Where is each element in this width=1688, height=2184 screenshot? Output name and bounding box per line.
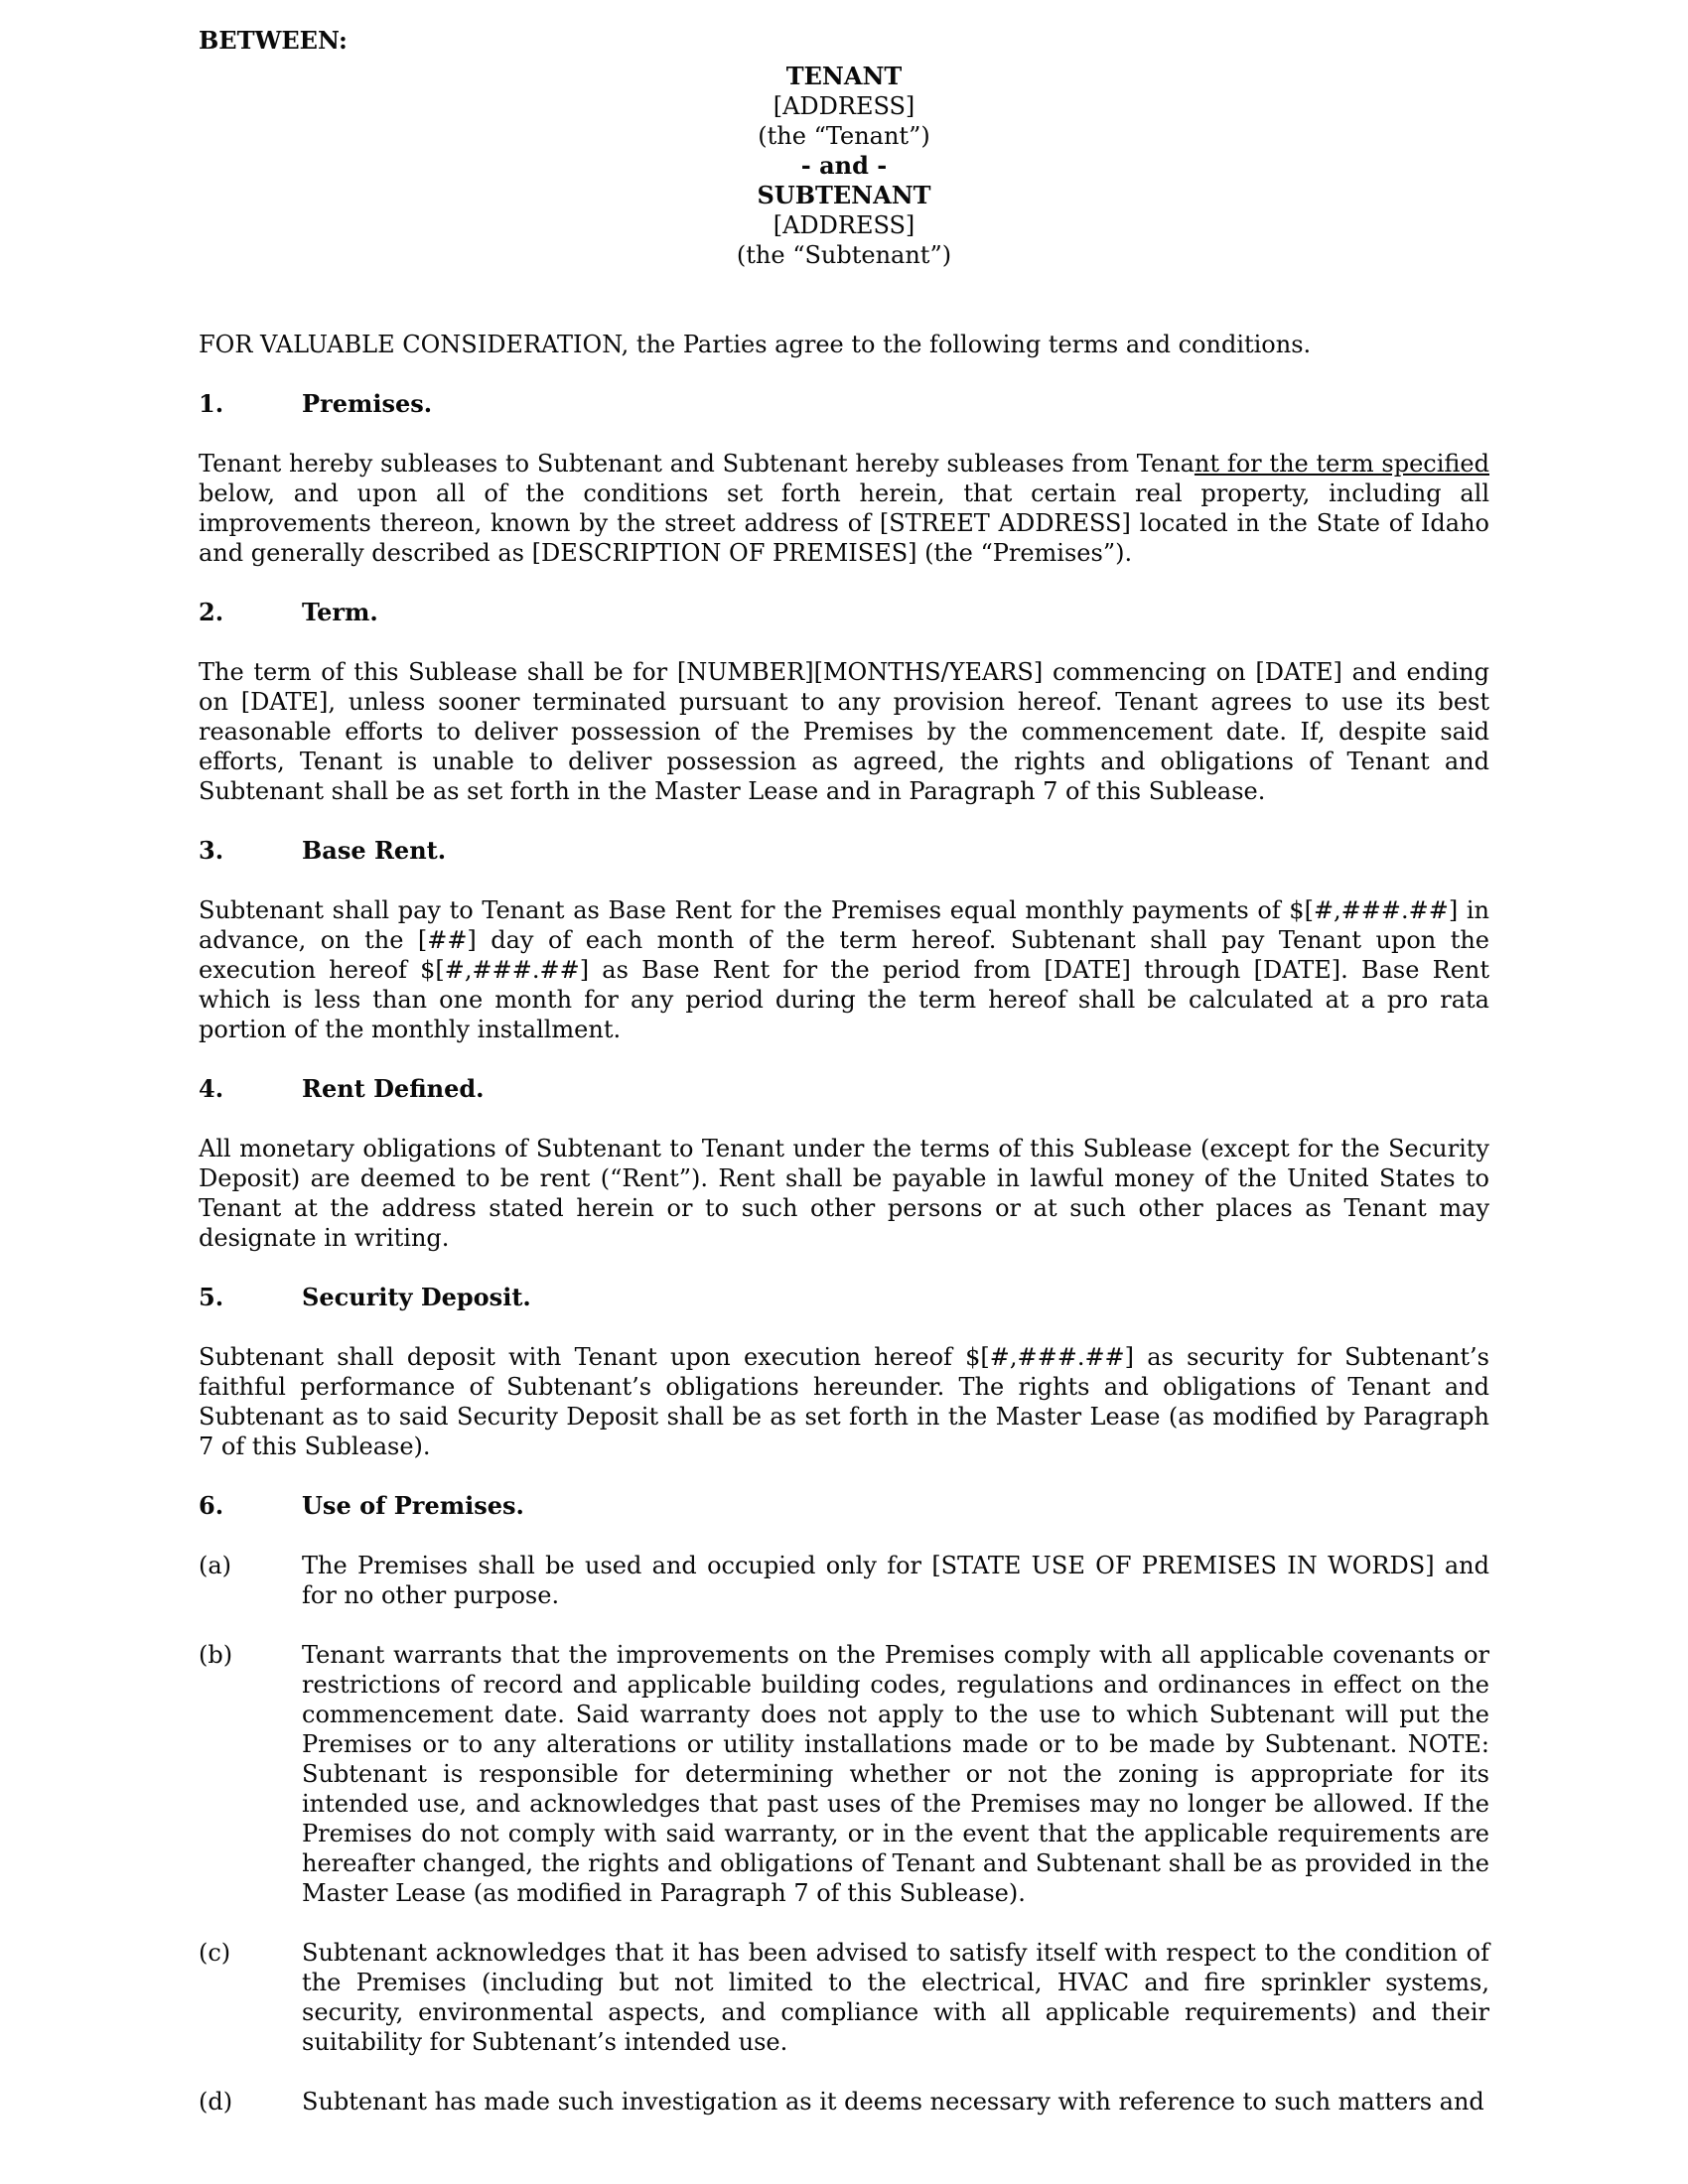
premises-text-underlined: nt for the term specified [1194,450,1489,478]
section-heading-security-deposit [199,1283,1489,1312]
between-label: BETWEEN: [199,26,348,55]
section-title: Use of Premises. [302,1491,524,1520]
subtenant-address: [ADDRESS] [773,211,915,239]
section-body-base-rent: Subtenant shall pay to Tenant as Base Rent for the Premises equal monthly payments of $[#,###.##] in advance, on the [##] day of each month of the term hereof. Subtenant shall pay Tenant upon the execution hereof $[#,###.##] as Base Rent for the period from [DATE] through [DATE]. Base Rent which is less than one month for any period during the term hereof shall be calculated at a pro rata portion of the monthly installment. [199,896,1489,1043]
and-separator: - and - [800,151,888,180]
section-number: 2. [199,598,224,626]
section-number: 4. [199,1074,224,1103]
section-body-term: The term of this Sublease shall be for [NUMBER][MONTHS/YEARS] commencing on [DATE] and ending on [DATE], unless sooner terminated pursuant to any provision hereof. Tenant agrees to use its best reasonable efforts to deliver possession of the Premises by the commencement date. If, despite said efforts, Tenant is unable to deliver possession as agreed, the rights and obligations of Tenant and Subtenant shall be as set forth in the Master Lease and in Paragraph 7 of this Sublease. [199,658,1489,805]
subtenant-name: SUBTENANT [757,181,931,209]
section-heading-rent-defined [199,1074,1489,1104]
item-text-a: The Premises shall be used and occupied only for [STATE USE OF PREMISES IN WORDS] and for no other purpose. [302,1552,1489,1609]
section-title: Term. [302,598,378,626]
use-item-b [199,1640,1489,1908]
use-item-a [199,1551,1489,1610]
section-title: Rent Defined. [302,1074,485,1103]
section-number: 1. [199,389,224,418]
item-label-d: (d) [199,2088,233,2116]
use-item-d [199,2087,1489,2116]
item-text-b: Tenant warrants that the improvements on the Premises comply with all applicable covenants or restrictions of record and applicable building codes, regulations and ordinances in effect on the commencement date. Said warranty does not apply to the use to which Subtenant will put the Premises or to any alterations or utility installations made or to be made by Subtenant. NOTE: Subtenant is responsible for determining whether or not the zoning is appropriate for its intended use, and acknowledges that past uses of the Premises may no longer be allowed. If the Premises do not comply with said warranty, or in the event that the applicable requirements are hereafter changed, the rights and obligations of Tenant and Subtenant shall be as provided in the Master Lease (as modified in Paragraph 7 of this Sublease). [302,1641,1489,1907]
tenant-address: [ADDRESS] [773,92,915,120]
tenant-alias: (the “Tenant”) [758,122,930,150]
item-label-b: (b) [199,1641,233,1669]
section-number: 6. [199,1491,224,1520]
section-heading-term [199,598,1489,627]
section-title: Premises. [302,389,433,418]
section-body-security-deposit: Subtenant shall deposit with Tenant upon execution hereof $[#,###.##] as security for Subtenant’s faithful performance of Subtenant’s obligations hereunder. The rights and obligations of Tenant and Subtenant as to said Security Deposit shall be as set forth in the Master Lease (as modified by Paragraph 7 of this Sublease). [199,1343,1489,1460]
subtenant-alias: (the “Subtenant”) [736,241,952,269]
section-body-rent-defined: All monetary obligations of Subtenant to Tenant under the terms of this Sublease (except for the Security Deposit) are deemed to be rent (“Rent”). Rent shall be payable in lawful money of the United States to Tenant at the address stated herein or to such other persons or at such other places as Tenant may designate in writing. [199,1135,1489,1252]
item-label-c: (c) [199,1939,231,1967]
section-number: 5. [199,1283,224,1311]
section-heading-base-rent [199,836,1489,866]
section-heading-premises [199,389,1489,419]
item-label-a: (a) [199,1552,232,1579]
premises-text-post: below, and upon all of the conditions set forth herein, that certain real property, including all improvements thereon, known by the street address of [STREET ADDRESS] located in the State of Idaho and generally described as [DESCRIPTION OF PREMISES] (the “Premises”). [199,479,1489,567]
item-text-d: Subtenant has made such investigation as it deems necessary with reference to such matters and [302,2088,1484,2116]
premises-text-pre: Tenant hereby subleases to Subtenant and Subtenant hereby subleases from Tena [199,450,1195,478]
use-item-c [199,1938,1489,2057]
consideration-text: FOR VALUABLE CONSIDERATION, the Parties agree to the following terms and conditions. [199,331,1312,358]
item-text-c: Subtenant acknowledges that it has been advised to satisfy itself with respect to the condition of the Premises (including but not limited to the electrical, HVAC and fire sprinkler systems, security, environmental aspects, and compliance with all applicable requirements) and their suitability for Subtenant’s intended use. [302,1939,1489,2056]
section-title: Security Deposit. [302,1283,531,1311]
section-heading-use-of-premises [199,1491,1489,1521]
tenant-name: TENANT [785,62,903,90]
section-body-premises [199,449,1489,568]
section-number: 3. [199,836,224,865]
section-title: Base Rent. [302,836,447,865]
parties-block [199,62,1489,270]
